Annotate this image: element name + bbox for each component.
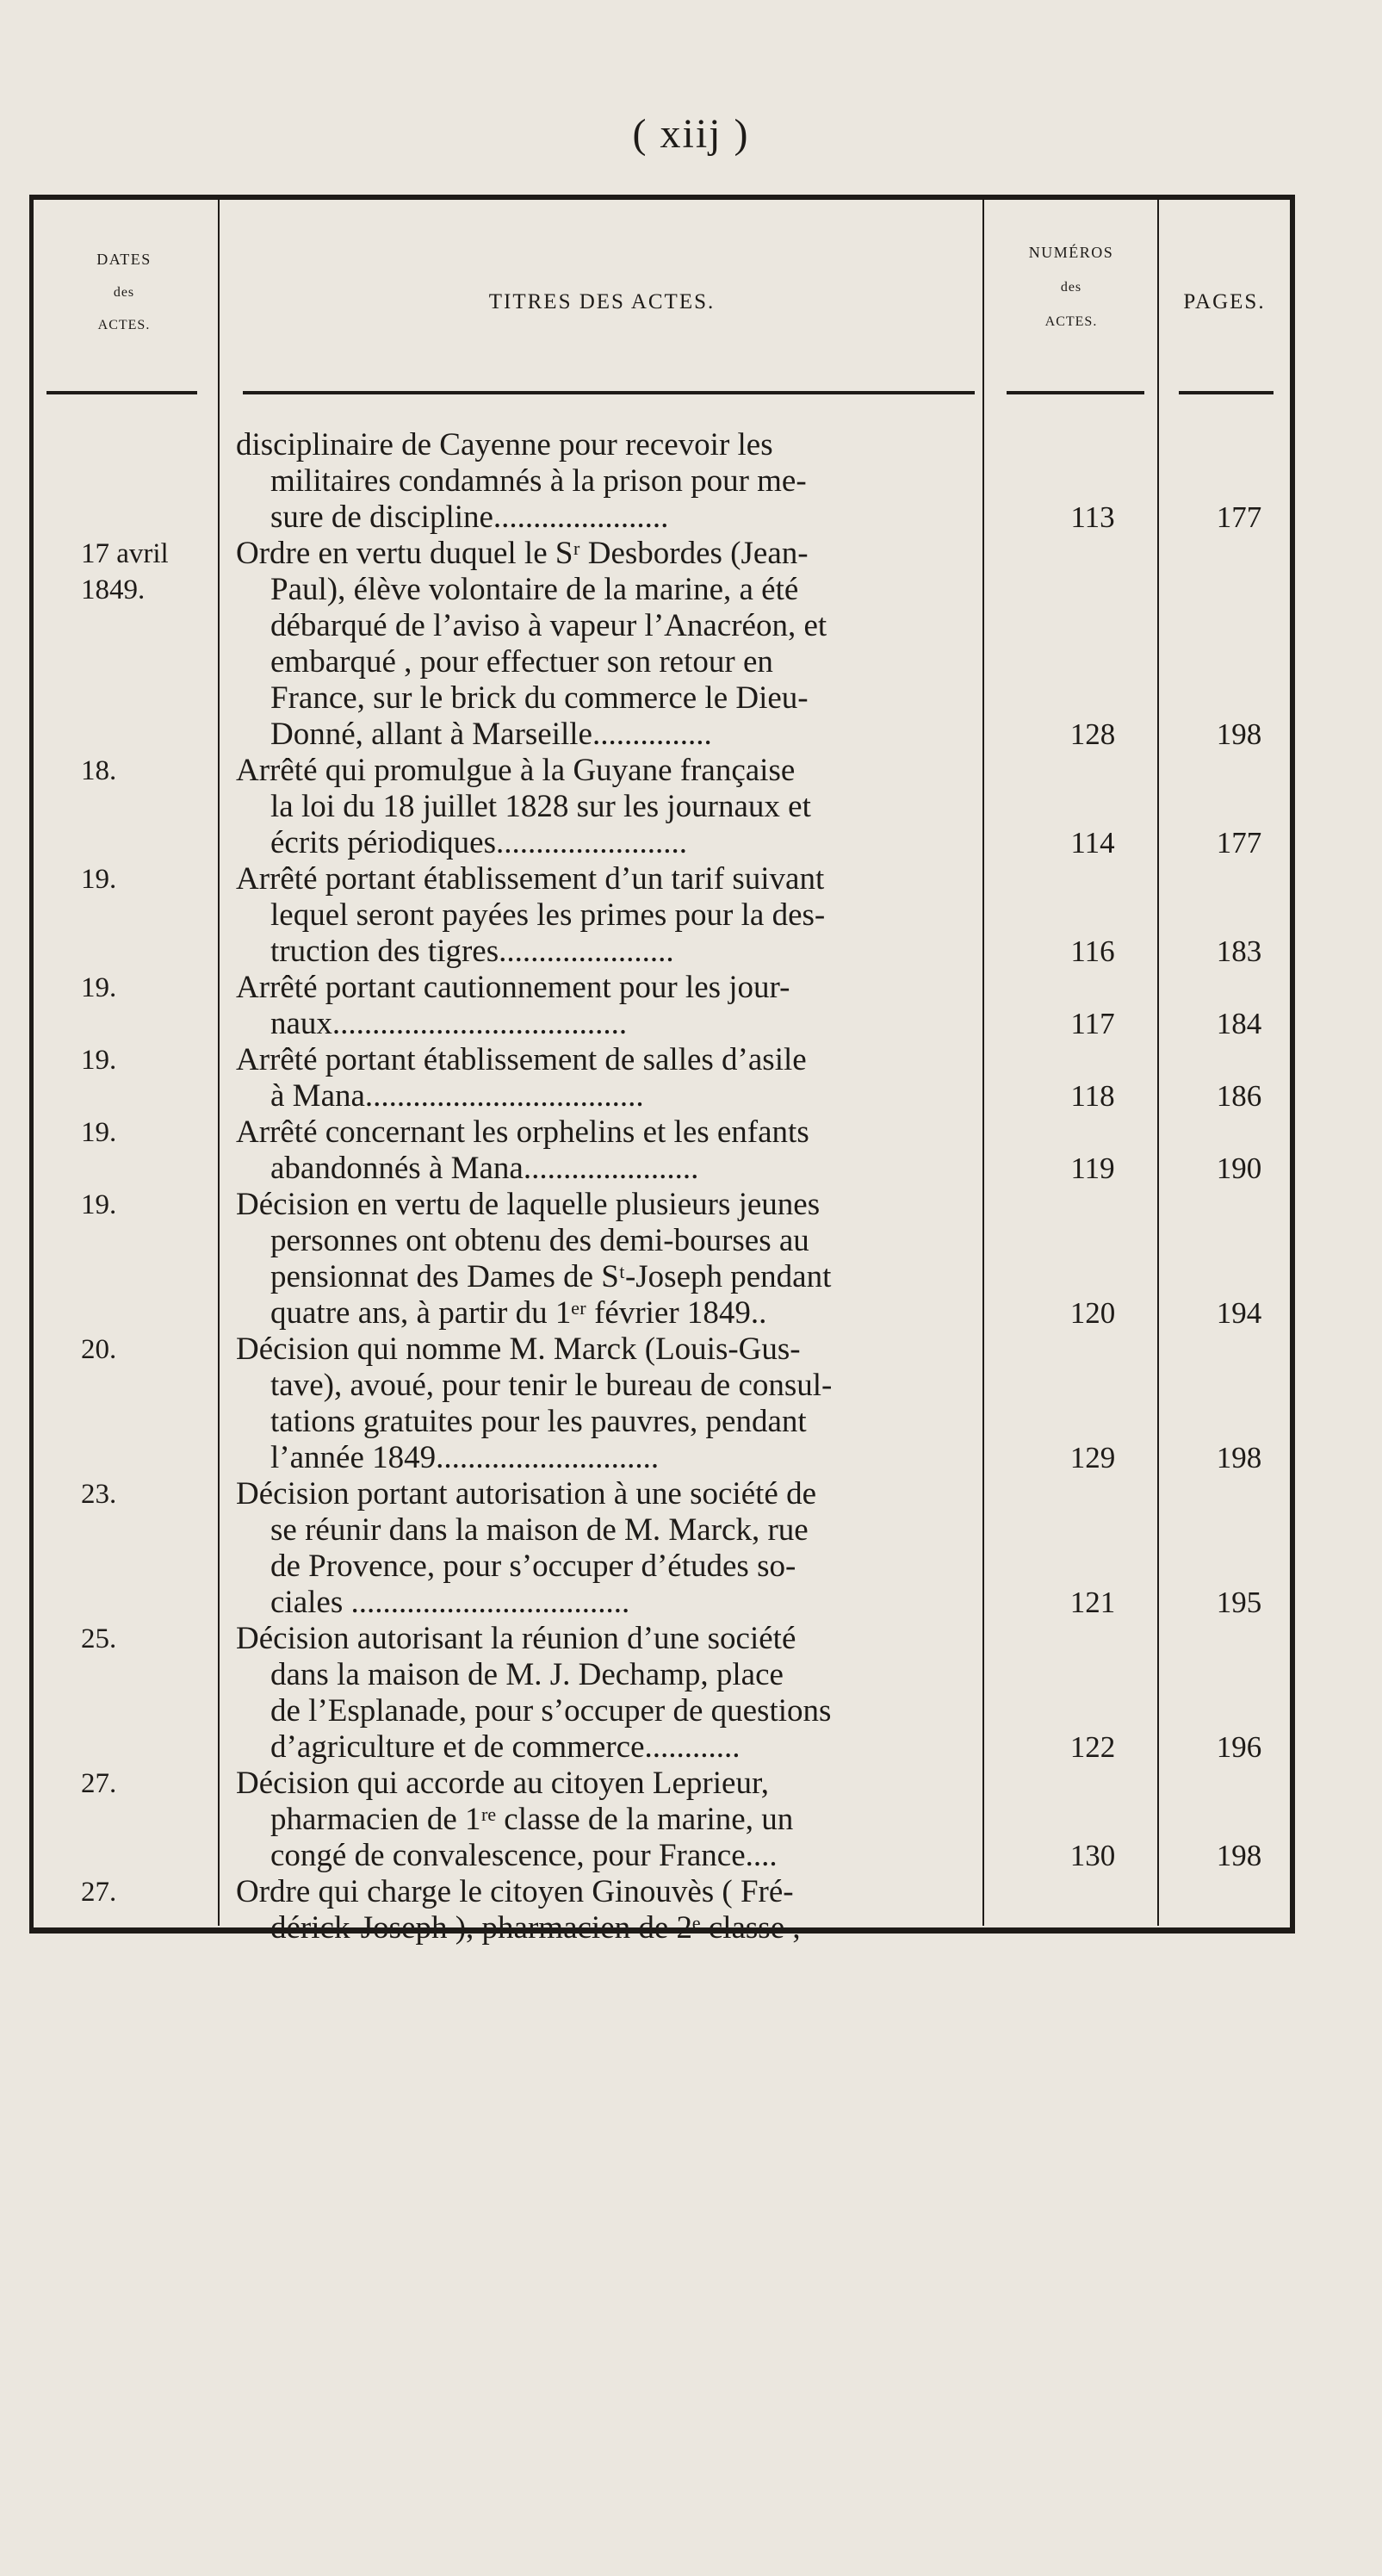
entry-text-line: Donné, allant à Marseille...............	[270, 717, 712, 752]
entry-text-line: dans la maison de M. J. Dechamp, place	[270, 1657, 784, 1692]
entry-text-line: débarqué de l’aviso à vapeur l’Anacréon, et	[270, 608, 827, 643]
entry-text-line: d’agriculture et de commerce............	[270, 1729, 741, 1765]
entry-number: 121	[1069, 1586, 1116, 1619]
entry-row	[236, 1042, 1011, 1114]
entry-text-line: à Mana...................................	[270, 1078, 644, 1114]
entry-text-line: pharmacien de 1ʳᵉ classe de la marine, un	[270, 1802, 794, 1837]
entry-text-line: abandonnés à Mana......................	[270, 1151, 699, 1186]
header-numeros-1: NUMÉROS	[1028, 244, 1114, 261]
entry-text-line: France, sur le brick du commerce le Dieu-	[270, 680, 809, 716]
entry-text-line: Arrêté portant établissement de salles d’asile	[236, 1042, 807, 1077]
entry-date: 27.	[81, 1768, 117, 1799]
entry-row	[236, 536, 1011, 753]
header-rule-pages	[1179, 391, 1274, 394]
entry-text-line: militaires condamnés à la prison pour me-	[270, 463, 807, 499]
index-table	[29, 195, 1295, 1946]
entry-row	[236, 1331, 1011, 1476]
header-dates-3: ACTES.	[97, 318, 151, 332]
entry-text-line: ciales ...................................	[270, 1585, 630, 1620]
entry-date: 20.	[81, 1334, 117, 1365]
entry-text-line: lequel seront payées les primes pour la des-	[270, 897, 826, 933]
col-sep-numeros	[1157, 195, 1159, 1926]
entry-text-line: sure de discipline......................	[270, 500, 669, 535]
entry-page: 186	[1216, 1079, 1262, 1113]
entry-text-line: Ordre qui charge le citoyen Ginouvès ( Fré-	[236, 1874, 794, 1909]
header-pages: PAGES.	[1183, 290, 1266, 313]
entry-date: 18.	[81, 755, 117, 786]
entry-number: 129	[1069, 1441, 1116, 1474]
header-dates-1: DATES	[96, 251, 152, 268]
entry-row	[236, 861, 1011, 970]
entry-text-line: Décision en vertu de laquelle plusieurs jeunes	[236, 1187, 821, 1222]
entry-text-line: Ordre en vertu duquel le Sʳ Desbordes (Jean-	[236, 536, 809, 571]
entry-row	[236, 1766, 1011, 1874]
entry-page: 190	[1216, 1151, 1262, 1185]
entry-row	[236, 753, 1011, 861]
entry-page: 184	[1216, 1007, 1262, 1040]
entry-text-line: se réunir dans la maison de M. Marck, rue	[270, 1512, 809, 1548]
entry-number: 120	[1069, 1296, 1116, 1330]
entry-page: 177	[1216, 500, 1262, 534]
entry-text-line: Décision qui accorde au citoyen Leprieur,	[236, 1766, 770, 1801]
entry-text-line: disciplinaire de Cayenne pour recevoir les	[236, 427, 773, 462]
entry-row	[236, 1187, 1011, 1331]
entry-date: 17 avril 1849.	[81, 538, 169, 605]
left-border	[29, 195, 34, 1934]
entry-row	[236, 427, 1011, 536]
header-dates-2: des	[113, 285, 135, 300]
entry-text-line: de Provence, pour s’occuper d’études so-	[270, 1549, 796, 1584]
entry-page: 198	[1216, 1441, 1262, 1474]
entry-text-line: Arrêté portant établissement d’un tarif suivant	[236, 861, 825, 897]
entry-number: 117	[1070, 1007, 1115, 1040]
header-rule-numeros	[1007, 391, 1144, 394]
entry-number: 119	[1070, 1151, 1115, 1185]
entry-text-line: tations gratuites pour les pauvres, pendant	[270, 1404, 807, 1439]
header-rule-dates	[46, 391, 197, 394]
entry-date: 23.	[81, 1479, 117, 1510]
entry-text-line: Paul), élève volontaire de la marine, a été	[270, 572, 799, 607]
entry-page: 198	[1216, 1839, 1262, 1872]
entry-page: 198	[1216, 717, 1262, 751]
entry-number: 114	[1070, 826, 1115, 860]
entry-text-line: écrits périodiques........................	[270, 825, 687, 860]
right-border	[1290, 195, 1295, 1934]
entry-text-line: Arrêté qui promulgue à la Guyane française	[236, 753, 796, 788]
entry-text-line: truction des tigres......................	[270, 934, 674, 969]
header-rule-titles	[243, 391, 975, 394]
entry-number: 122	[1069, 1730, 1116, 1764]
entry-text-line: tave), avoué, pour tenir le bureau de consul-	[270, 1368, 833, 1403]
page-number: ( xiij )	[632, 111, 750, 157]
entry-number: 116	[1070, 934, 1115, 968]
col-sep-dates	[218, 195, 220, 1926]
entry-text-line: dérick-Joseph ), pharmacien de 2ᵉ classe ,	[270, 1910, 801, 1946]
entry-row	[236, 1621, 1011, 1766]
entry-row	[236, 1874, 1011, 1946]
header-numeros-2: des	[1060, 280, 1082, 295]
entry-text-line: congé de convalescence, pour France....	[270, 1838, 778, 1873]
entry-date: 25.	[81, 1623, 117, 1654]
header-numeros-3: ACTES.	[1044, 314, 1098, 329]
header-titles: TITRES DES ACTES.	[488, 290, 716, 313]
entry-number: 113	[1070, 500, 1115, 534]
entry-number: 130	[1069, 1839, 1116, 1872]
entry-date: 19.	[81, 1117, 117, 1148]
entry-number: 128	[1069, 717, 1116, 751]
entry-page: 177	[1216, 826, 1262, 860]
entry-date: 19.	[81, 864, 117, 895]
entry-text-line: de l’Esplanade, pour s’occuper de questions	[270, 1693, 832, 1729]
entry-row	[236, 970, 1011, 1042]
entry-page: 194	[1216, 1296, 1262, 1330]
entry-text-line: Décision portant autorisation à une société de	[236, 1476, 817, 1511]
entry-text-line: Arrêté portant cautionnement pour les jour-	[236, 970, 790, 1005]
entry-text-line: la loi du 18 juillet 1828 sur les journaux et	[270, 789, 811, 824]
entry-number: 118	[1070, 1079, 1115, 1113]
entry-row	[236, 1476, 1011, 1621]
entry-text-line: embarqué , pour effectuer son retour en	[270, 644, 773, 680]
entry-text-line: l’année 1849............................	[270, 1440, 660, 1475]
entry-text-line: quatre ans, à partir du 1ᵉʳ février 1849..	[270, 1295, 767, 1331]
entry-page: 195	[1216, 1586, 1262, 1619]
entry-text-line: naux.....................................	[270, 1006, 628, 1041]
entry-text-line: Arrêté concernant les orphelins et les enfants	[236, 1114, 809, 1150]
entry-date: 19.	[81, 1045, 117, 1076]
entry-text-line: personnes ont obtenu des demi-bourses au	[270, 1223, 809, 1258]
entry-page: 183	[1216, 934, 1262, 968]
entry-date: 19.	[81, 972, 117, 1003]
entry-text-line: pensionnat des Dames de Sᵗ-Joseph pendant	[270, 1259, 832, 1294]
entry-text-line: Décision qui nomme M. Marck (Louis-Gus-	[236, 1331, 801, 1367]
entry-date: 27.	[81, 1877, 117, 1908]
entry-date: 19.	[81, 1189, 117, 1220]
entry-row	[236, 1114, 1011, 1187]
entry-page: 196	[1216, 1730, 1262, 1764]
entry-text-line: Décision autorisant la réunion d’une société	[236, 1621, 796, 1656]
